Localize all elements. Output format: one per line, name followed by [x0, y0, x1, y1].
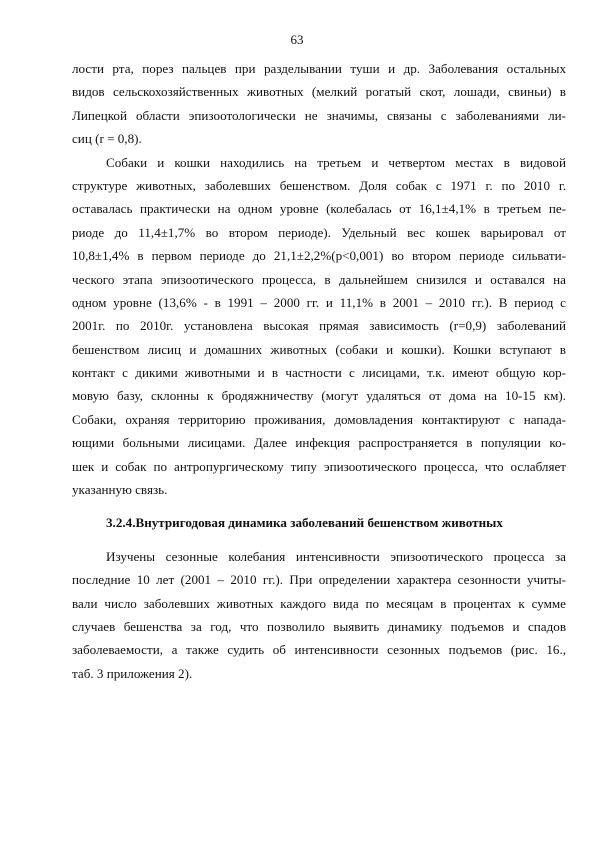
page-number: 63	[290, 32, 304, 47]
text-line: последние 10 лет (2001 – 2010 гг.). При определении характера сезонности учиты-	[72, 572, 566, 588]
paragraph-1	[72, 57, 566, 151]
text-line: Липецкой области эпизоотологически не значимы, связаны с заболеваниями ли-	[72, 107, 566, 123]
text-line: мовую базу, склонны к бродяжничеству (могут удаляться от дома на 10-15 км).	[72, 388, 566, 404]
document-body	[72, 57, 566, 685]
text-line: указанную связь.	[72, 482, 168, 498]
section-heading: 3.2.4.Внутригодовая динамика заболеваний бешенством животных	[106, 515, 503, 531]
text-line: Собаки, охраняя территорию проживания, домовладения контактируют с напада-	[72, 411, 566, 427]
text-line: структуре животных, заболевших бешенством. Доля собак с 1971 г. по 2010 г.	[72, 177, 566, 193]
text-line: лости рта, порез пальцев при разделывании туши и др. Заболевания остальных	[72, 61, 566, 76]
text-line: оставалась практически на одном уровне (колебалась от 16,1±4,1% в третьем пе-	[72, 201, 566, 217]
paragraph-3	[72, 545, 566, 685]
text-line: заболеваемости, а также судить об интенсивности сезонных подъемов (рис. 16.,	[72, 642, 566, 658]
text-line: ющими больными лисицами. Далее инфекция распространяется в популяции ко-	[72, 435, 566, 451]
text-line: ческого этапа эпизоотического процесса, в дальнейшем снизился и оставался на	[72, 271, 566, 287]
text-line: случаев бешенства за год, что позволило выявить динамику подъемов и спадов	[72, 619, 566, 634]
text-line: Собаки и кошки находились на третьем и четвертом местах в видовой	[106, 154, 566, 170]
text-line: одном уровне (13,6% - в 1991 – 2000 гг. и 11,1% в 2001 – 2010 гг.). В период с	[72, 294, 566, 310]
text-line: сиц (r = 0,8).	[72, 131, 142, 147]
text-line: 10,8±1,4% в первом периоде до 21,1±2,2%(р<0,001) во втором периоде сильвати-	[72, 248, 566, 264]
text-line: риоде до 11,4±1,7% во втором периоде). Удельный вес кошек варьировал от	[72, 224, 566, 240]
text-line: вали число заболевших животных каждого вида по месяцам в процентах к сумме	[72, 595, 566, 611]
text-line: Изучены сезонные колебания интенсивности эпизоотического процесса за	[106, 548, 566, 564]
text-line: контакт с дикими животными и в частности с лисицами, т.к. имеют общую кор-	[72, 365, 566, 381]
text-line: шек и собак по антропургическому типу эпизоотического процесса, что ослабляет	[72, 458, 566, 474]
text-line: таб. 3 приложения 2).	[72, 665, 193, 681]
text-line: 2001г. по 2010г. установлена высокая прямая зависимость (r=0,9) заболеваний	[72, 318, 566, 334]
text-line: видов сельскохозяйственных животных (мелкий рогатый скот, лошади, свиньи) в	[72, 84, 566, 100]
text-line: бешенством лисиц и домашних животных (собаки и кошки). Кошки вступают в	[72, 341, 566, 357]
paragraph-2	[72, 151, 566, 502]
